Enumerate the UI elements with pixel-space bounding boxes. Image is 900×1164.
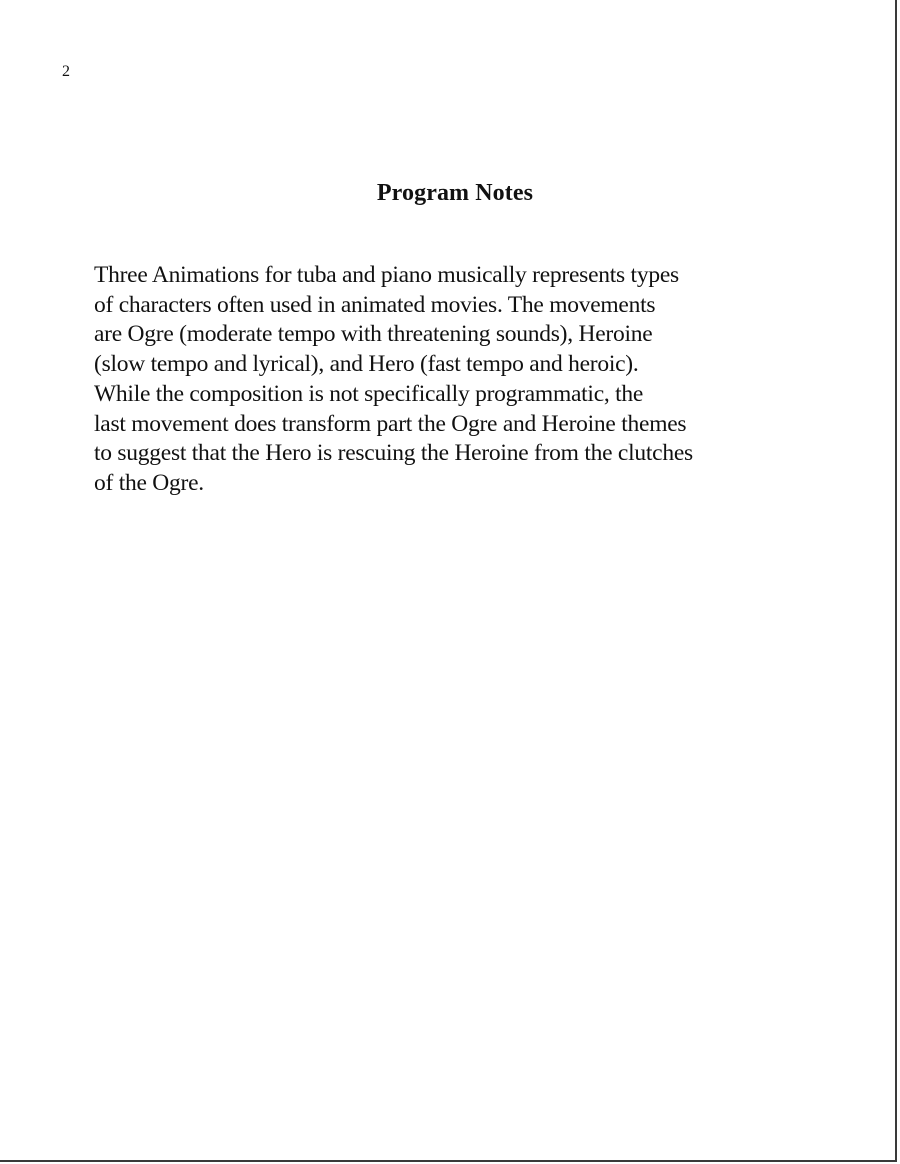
paragraph-line: last movement does transform part the Ogre and Heroine themes [94, 410, 687, 437]
paragraph-line: Three Animations for tuba and piano musically represents types [94, 262, 679, 288]
paragraph-line: of characters often used in animated movies. The movements [94, 291, 656, 318]
paragraph-line: While the composition is not specifically programmatic, the [94, 380, 644, 407]
paragraph-line: to suggest that the Hero is rescuing the Heroine from the clutches [94, 440, 693, 467]
page-title: Program Notes [376, 180, 534, 206]
paragraph-line: (slow tempo and lyrical), and Hero (fast tempo and heroic). [94, 351, 639, 378]
program-notes-paragraph [94, 261, 854, 499]
paragraph-line: are Ogre (moderate tempo with threatening sounds), Heroine [94, 321, 653, 348]
paragraph-line: of the Ogre. [94, 469, 204, 496]
page-number: 2 [62, 63, 70, 80]
